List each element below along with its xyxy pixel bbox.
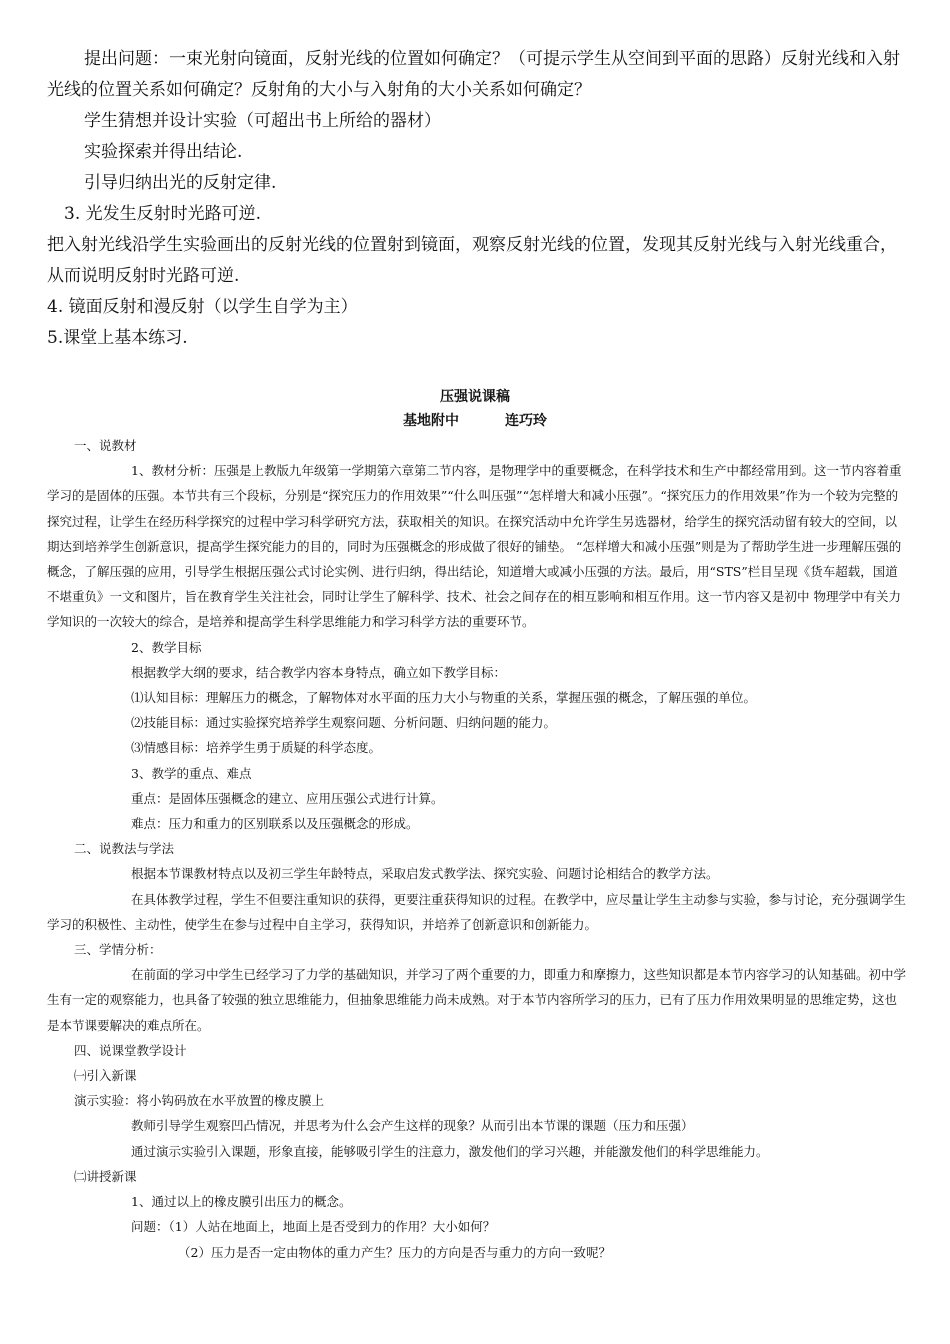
goal-emotion: ⑶情感目标：培养学生勇于质疑的科学态度。 (131, 740, 382, 756)
question-1: 问题：（1）人站在地面上，地面上是否受到力的作用？大小如何？ (131, 1219, 496, 1235)
intro-heading: ㈠引入新课 (74, 1068, 137, 1084)
pressure-lecture-body (47, 433, 909, 1265)
methods-paragraph-2: 在具体教学过程，学生不但要注重知识的获得，更要注重获得知识的过程。在教学中，应尽量让学生主动参与实验，参与讨论，充分强调学生学习的积极性、主动性，使学生在参与过程中自主学习，获得知识，并培养了创新意识和创新能力。 (47, 891, 907, 932)
new-lesson-heading: ㈡讲授新课 (74, 1168, 137, 1184)
question-paragraph: 提出问题：一束光射向镜面，反射光线的位置如何确定？（可提示学生从空间到平面的思路）反射光线和入射光线的位置关系如何确定？反射角的大小与入射角的大小关系如何确定？ (47, 49, 900, 100)
focus-heading: 3、教学的重点、难点 (131, 765, 252, 781)
pressure-concept-line: 1、通过以上的橡皮膜引出压力的概念。 (131, 1194, 352, 1210)
author-line (0, 409, 950, 433)
section-heading-methods: 二、说教法与学法 (74, 841, 175, 857)
school-name: 基地附中 (403, 413, 459, 429)
demo-line: 演示实验：将小钩码放在水平放置的橡皮膜上 (74, 1093, 325, 1109)
demo-paragraph-1: 教师引导学生观察凹凸情况，并思考为什么会产生这样的现象？从而引出本节课的课题（压力和压强） (131, 1118, 694, 1134)
goal-cognitive: ⑴认知目标：理解压力的概念，了解物体对水平面的压力大小与物重的关系，掌握压强的概念，了解压强的单位。 (131, 690, 757, 706)
textbook-analysis-paragraph: 1、教材分析：压强是上教版九年级第一学期第六章第二节内容，是物理学中的重要概念，在科学技术和生产中都经常用到。这一节内容着重学习的是固体的压强。本节共有三个段标，分别是“探究压力的作用效果”“什么叫压强”“怎样增大和减小压强”。“探究压力的作用效果”作为一个较为完整的探究过程，让学生在经历科学探究的过程中学习科学研究方法，获取相关的知识。在探究活动中允许学生另选器材，给学生的探究活动留有较大的空间，以期达到培养学生创新意识，提高学生探究能力的目的，同时为压强概念的形成做了很好的铺垫。 “怎样增大和减小压强”则是为了帮助学生进一步理解压强的概念，了解压强的应用，引导学生根据压强公式讨论实例、进行归纳，得出结论，知道增大或减小压强的方法。最后，用“STS”栏目呈现《货车超载，国道不堪重负》一文和图片，旨在教育学生关注社会，同时让学生了解科学、技术、社会之间存在的相互影响和相互作用。这一节内容又是初中 物理学中有关力学知识的一次较大的综合，是培养和提高学生科学思维能力和学习科学方法的重要环节。 (47, 463, 902, 630)
learners-paragraph: 在前面的学习中学生已经学习了力学的基础知识，并学习了两个重要的力，即重力和摩擦力，这些知识都是本节内容学习的认知基础。初中学生有一定的观察能力，也具备了较强的独立思维能力，但抽象思维能力尚未成熟。对于本节内容所学习的压力，已有了压力作用效果明显的思维定势，这也是本节课要解决的难点所在。 (47, 967, 907, 1033)
difficult-point: 难点：压力和重力的区别联系以及压强概念的形成。 (131, 816, 419, 832)
lecture-title-block (0, 385, 950, 433)
reflection-types-line: 4. 镜面反射和漫反射（以学生自学为主） (47, 297, 358, 317)
section-heading-textbook: 一、说教材 (74, 438, 137, 453)
student-guess-line: 学生猜想并设计实验（可超出书上所给的器材） (84, 111, 441, 131)
author-name: 连巧玲 (505, 413, 547, 429)
methods-paragraph-1: 根据本节课教材特点以及初三学生年龄特点，采取启发式教学法、探究实验、问题讨论相结合的教学方法。 (131, 866, 719, 882)
reversible-heading: 3. 光发生反射时光路可逆. (64, 204, 262, 224)
reversible-paragraph: 把入射光线沿学生实验画出的反射光线的位置射到镜面，观察反射光线的位置，发现其反射光线与入射光线重合，从而说明反射时光路可逆. (47, 235, 897, 286)
experiment-line: 实验探索并得出结论. (84, 142, 243, 162)
optics-lesson-section (47, 44, 907, 354)
question-2: （2）压力是否一定由物体的重力产生？压力的方向是否与重力的方向一致呢？ (178, 1244, 611, 1260)
goal-skill: ⑵技能目标：通过实验探究培养学生观察问题、分析问题、归纳问题的能力。 (131, 715, 557, 731)
goals-heading: 2、教学目标 (131, 639, 202, 655)
page-title: 压强说课稿 (440, 389, 510, 405)
key-point: 重点：是固体压强概念的建立、应用压强公式进行计算。 (131, 790, 444, 806)
practice-line: 5.课堂上基本练习. (47, 328, 188, 348)
section-heading-design: 四、说课堂教学设计 (74, 1042, 187, 1058)
demo-paragraph-2: 通过演示实验引入课题，形象直接，能够吸引学生的注意力，激发他们的学习兴趣，并能激发他们的科学思维能力。 (131, 1143, 769, 1159)
law-line: 引导归纳出光的反射定律. (84, 173, 277, 193)
goals-intro: 根据教学大纲的要求，结合教学内容本身特点，确立如下教学目标： (131, 664, 507, 680)
section-heading-learners: 三、学情分析： (74, 942, 162, 958)
